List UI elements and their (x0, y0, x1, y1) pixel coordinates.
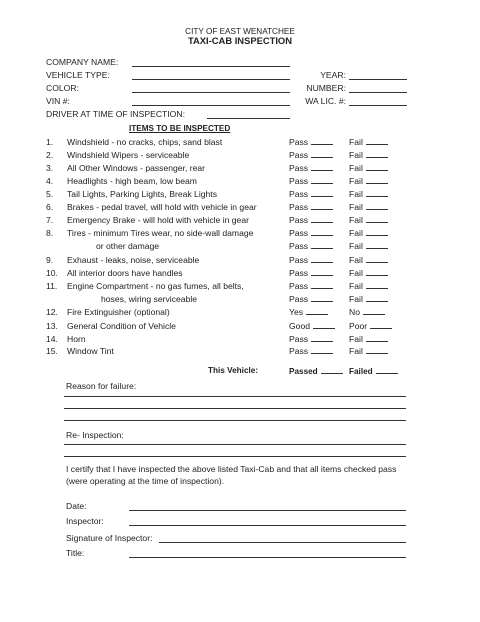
date-label: Date: (66, 501, 87, 511)
form-title: TAXI-CAB INSPECTION (188, 35, 292, 46)
pass-label: Pass (289, 241, 309, 251)
fail-label: No (349, 307, 360, 317)
pass-label: Pass (289, 163, 309, 173)
item-fail-field[interactable] (349, 268, 388, 278)
item-pass-field[interactable] (289, 321, 335, 331)
item-description: Exhaust - leaks, noise, serviceable (67, 255, 200, 265)
fail-label: Fail (349, 176, 363, 186)
item-number: 1. (46, 137, 54, 147)
date-field[interactable] (129, 510, 406, 511)
item-number: 14. (46, 334, 58, 344)
item-description: General Condition of Vehicle (67, 321, 176, 331)
fail-label: Fail (349, 189, 363, 199)
item-fail-field[interactable] (349, 281, 388, 291)
reason-line-3[interactable] (64, 420, 406, 421)
item-fail-field[interactable] (349, 241, 388, 251)
item-pass-field[interactable] (289, 137, 333, 147)
wa-lic-field[interactable] (349, 105, 407, 106)
fail-label: Fail (349, 268, 363, 278)
reason-line-2[interactable] (64, 408, 406, 409)
item-fail-field[interactable] (349, 294, 388, 304)
title-label: Title: (66, 548, 85, 558)
pass-label: Pass (289, 255, 309, 265)
item-fail-field[interactable] (349, 255, 388, 265)
item-number: 5. (46, 189, 54, 199)
color-field[interactable] (132, 92, 290, 93)
item-pass-field[interactable] (289, 215, 333, 225)
item-number: 15. (46, 346, 58, 356)
item-description: Windshield Wipers - serviceable (67, 150, 190, 160)
fail-label: Fail (349, 215, 363, 225)
item-pass-field[interactable] (289, 163, 333, 173)
fail-label: Fail (349, 202, 363, 212)
item-fail-field[interactable] (349, 176, 388, 186)
company-name-label: COMPANY NAME: (46, 57, 119, 67)
year-field[interactable] (349, 79, 407, 80)
item-fail-field[interactable] (349, 163, 388, 173)
item-number: 9. (46, 255, 54, 265)
item-pass-field[interactable] (289, 307, 328, 317)
vin-label: VIN #: (46, 96, 70, 106)
signature-field[interactable] (159, 542, 406, 543)
item-description: Emergency Brake - will hold with vehicle in gear (67, 215, 249, 225)
item-fail-field[interactable] (349, 215, 388, 225)
fail-label: Fail (349, 228, 363, 238)
item-description: Horn (67, 334, 86, 344)
item-pass-field[interactable] (289, 150, 333, 160)
fail-label: Fail (349, 163, 363, 173)
item-description: Brakes - pedal travel, will hold with vehicle in gear (67, 202, 257, 212)
pass-label: Pass (289, 176, 309, 186)
item-description: or other damage (96, 241, 160, 251)
signature-label: Signature of Inspector: (66, 533, 153, 543)
inspector-field[interactable] (129, 525, 406, 526)
item-description: Tires - minimum Tires wear, no side-wall damage (67, 228, 254, 238)
item-pass-field[interactable] (289, 228, 333, 238)
item-pass-field[interactable] (289, 281, 333, 291)
pass-label: Pass (289, 294, 309, 304)
item-description: Tail Lights, Parking Lights, Break Lights (67, 189, 217, 199)
fail-label: Fail (349, 150, 363, 160)
color-label: COLOR: (46, 83, 79, 93)
item-fail-field[interactable] (349, 202, 388, 212)
item-number: 6. (46, 202, 54, 212)
pass-label: Pass (289, 281, 309, 291)
item-description: Engine Compartment - no gas fumes, all belts, (67, 281, 244, 291)
fail-label: Fail (349, 334, 363, 344)
item-pass-field[interactable] (289, 346, 333, 356)
items-heading: ITEMS TO BE INSPECTED (129, 124, 231, 133)
item-number: 3. (46, 163, 54, 173)
item-number: 13. (46, 321, 58, 331)
failed-field[interactable] (349, 366, 398, 376)
item-number: 4. (46, 176, 54, 186)
reason-line-1[interactable] (64, 396, 406, 397)
item-number: 7. (46, 215, 54, 225)
fail-label: Fail (349, 346, 363, 356)
number-label: NUMBER: (306, 83, 346, 93)
item-description: All Other Windows - passenger, rear (67, 163, 206, 173)
reinspection-label: Re- Inspection: (66, 430, 124, 440)
reinspection-line-2[interactable] (64, 456, 406, 457)
item-pass-field[interactable] (289, 202, 333, 212)
item-fail-field[interactable] (349, 334, 388, 344)
item-pass-field[interactable] (289, 334, 333, 344)
number-field[interactable] (349, 92, 407, 93)
item-pass-field[interactable] (289, 294, 333, 304)
year-label: YEAR: (320, 70, 346, 80)
item-pass-field[interactable] (289, 176, 333, 186)
pass-label: Good (289, 321, 311, 331)
item-fail-field[interactable] (349, 346, 388, 356)
item-fail-field[interactable] (349, 150, 388, 160)
title-field[interactable] (129, 557, 406, 558)
reinspection-line-1[interactable] (64, 444, 406, 445)
fail-label: Fail (349, 241, 363, 251)
pass-label: Yes (289, 307, 304, 317)
certification-text: I certify that I have inspected the above listed Taxi-Cab and that all items checked pass (were operating at the time of inspection). (66, 464, 397, 486)
driver-label: DRIVER AT TIME OF INSPECTION: (46, 109, 185, 119)
reason-label: Reason for failure: (66, 381, 137, 391)
item-fail-field[interactable] (349, 189, 388, 199)
item-number: 11. (46, 281, 58, 291)
pass-label: Pass (289, 189, 309, 199)
fail-label: Fail (349, 137, 363, 147)
item-pass-field[interactable] (289, 255, 333, 265)
pass-label: Pass (289, 215, 309, 225)
item-description: Fire Extinguisher (optional) (67, 307, 170, 317)
wa-lic-label: WA LIC. #: (305, 96, 346, 106)
item-fail-field[interactable] (349, 137, 388, 147)
pass-label: Pass (289, 202, 309, 212)
vehicle-type-field[interactable] (132, 79, 290, 80)
vehicle-type-label: VEHICLE TYPE: (46, 70, 110, 80)
inspector-label: Inspector: (66, 516, 104, 526)
failed-label: Failed (349, 367, 373, 376)
pass-label: Pass (289, 346, 309, 356)
pass-label: Pass (289, 334, 309, 344)
item-description: Window Tint (67, 346, 114, 356)
fail-label: Poor (349, 321, 368, 331)
item-pass-field[interactable] (289, 241, 333, 251)
item-fail-field[interactable] (349, 228, 388, 238)
pass-label: Pass (289, 150, 309, 160)
fail-label: Fail (349, 281, 363, 291)
item-number: 8. (46, 228, 54, 238)
pass-label: Pass (289, 137, 309, 147)
item-number: 2. (46, 150, 54, 160)
item-description: All interior doors have handles (67, 268, 183, 278)
item-pass-field[interactable] (289, 189, 333, 199)
pass-label: Pass (289, 228, 309, 238)
passed-label: Passed (289, 367, 318, 376)
item-number: 12. (46, 307, 58, 317)
item-description: Headlights - high beam, low beam (67, 176, 197, 186)
city-name: CITY OF EAST WENATCHEE (185, 27, 295, 36)
this-vehicle-label: This Vehicle: (208, 366, 259, 375)
fail-label: Fail (349, 294, 363, 304)
company-name-field[interactable] (132, 66, 290, 67)
pass-label: Pass (289, 268, 309, 278)
passed-field[interactable] (289, 366, 343, 376)
item-description: Windshield - no cracks, chips, sand blast (67, 137, 223, 147)
vin-field[interactable] (132, 105, 290, 106)
item-description: hoses, wiring serviceable (101, 294, 198, 304)
item-pass-field[interactable] (289, 268, 333, 278)
item-fail-field[interactable] (349, 321, 392, 331)
item-fail-field[interactable] (349, 307, 385, 317)
driver-field[interactable] (207, 118, 290, 119)
fail-label: Fail (349, 255, 363, 265)
item-number: 10. (46, 268, 58, 278)
